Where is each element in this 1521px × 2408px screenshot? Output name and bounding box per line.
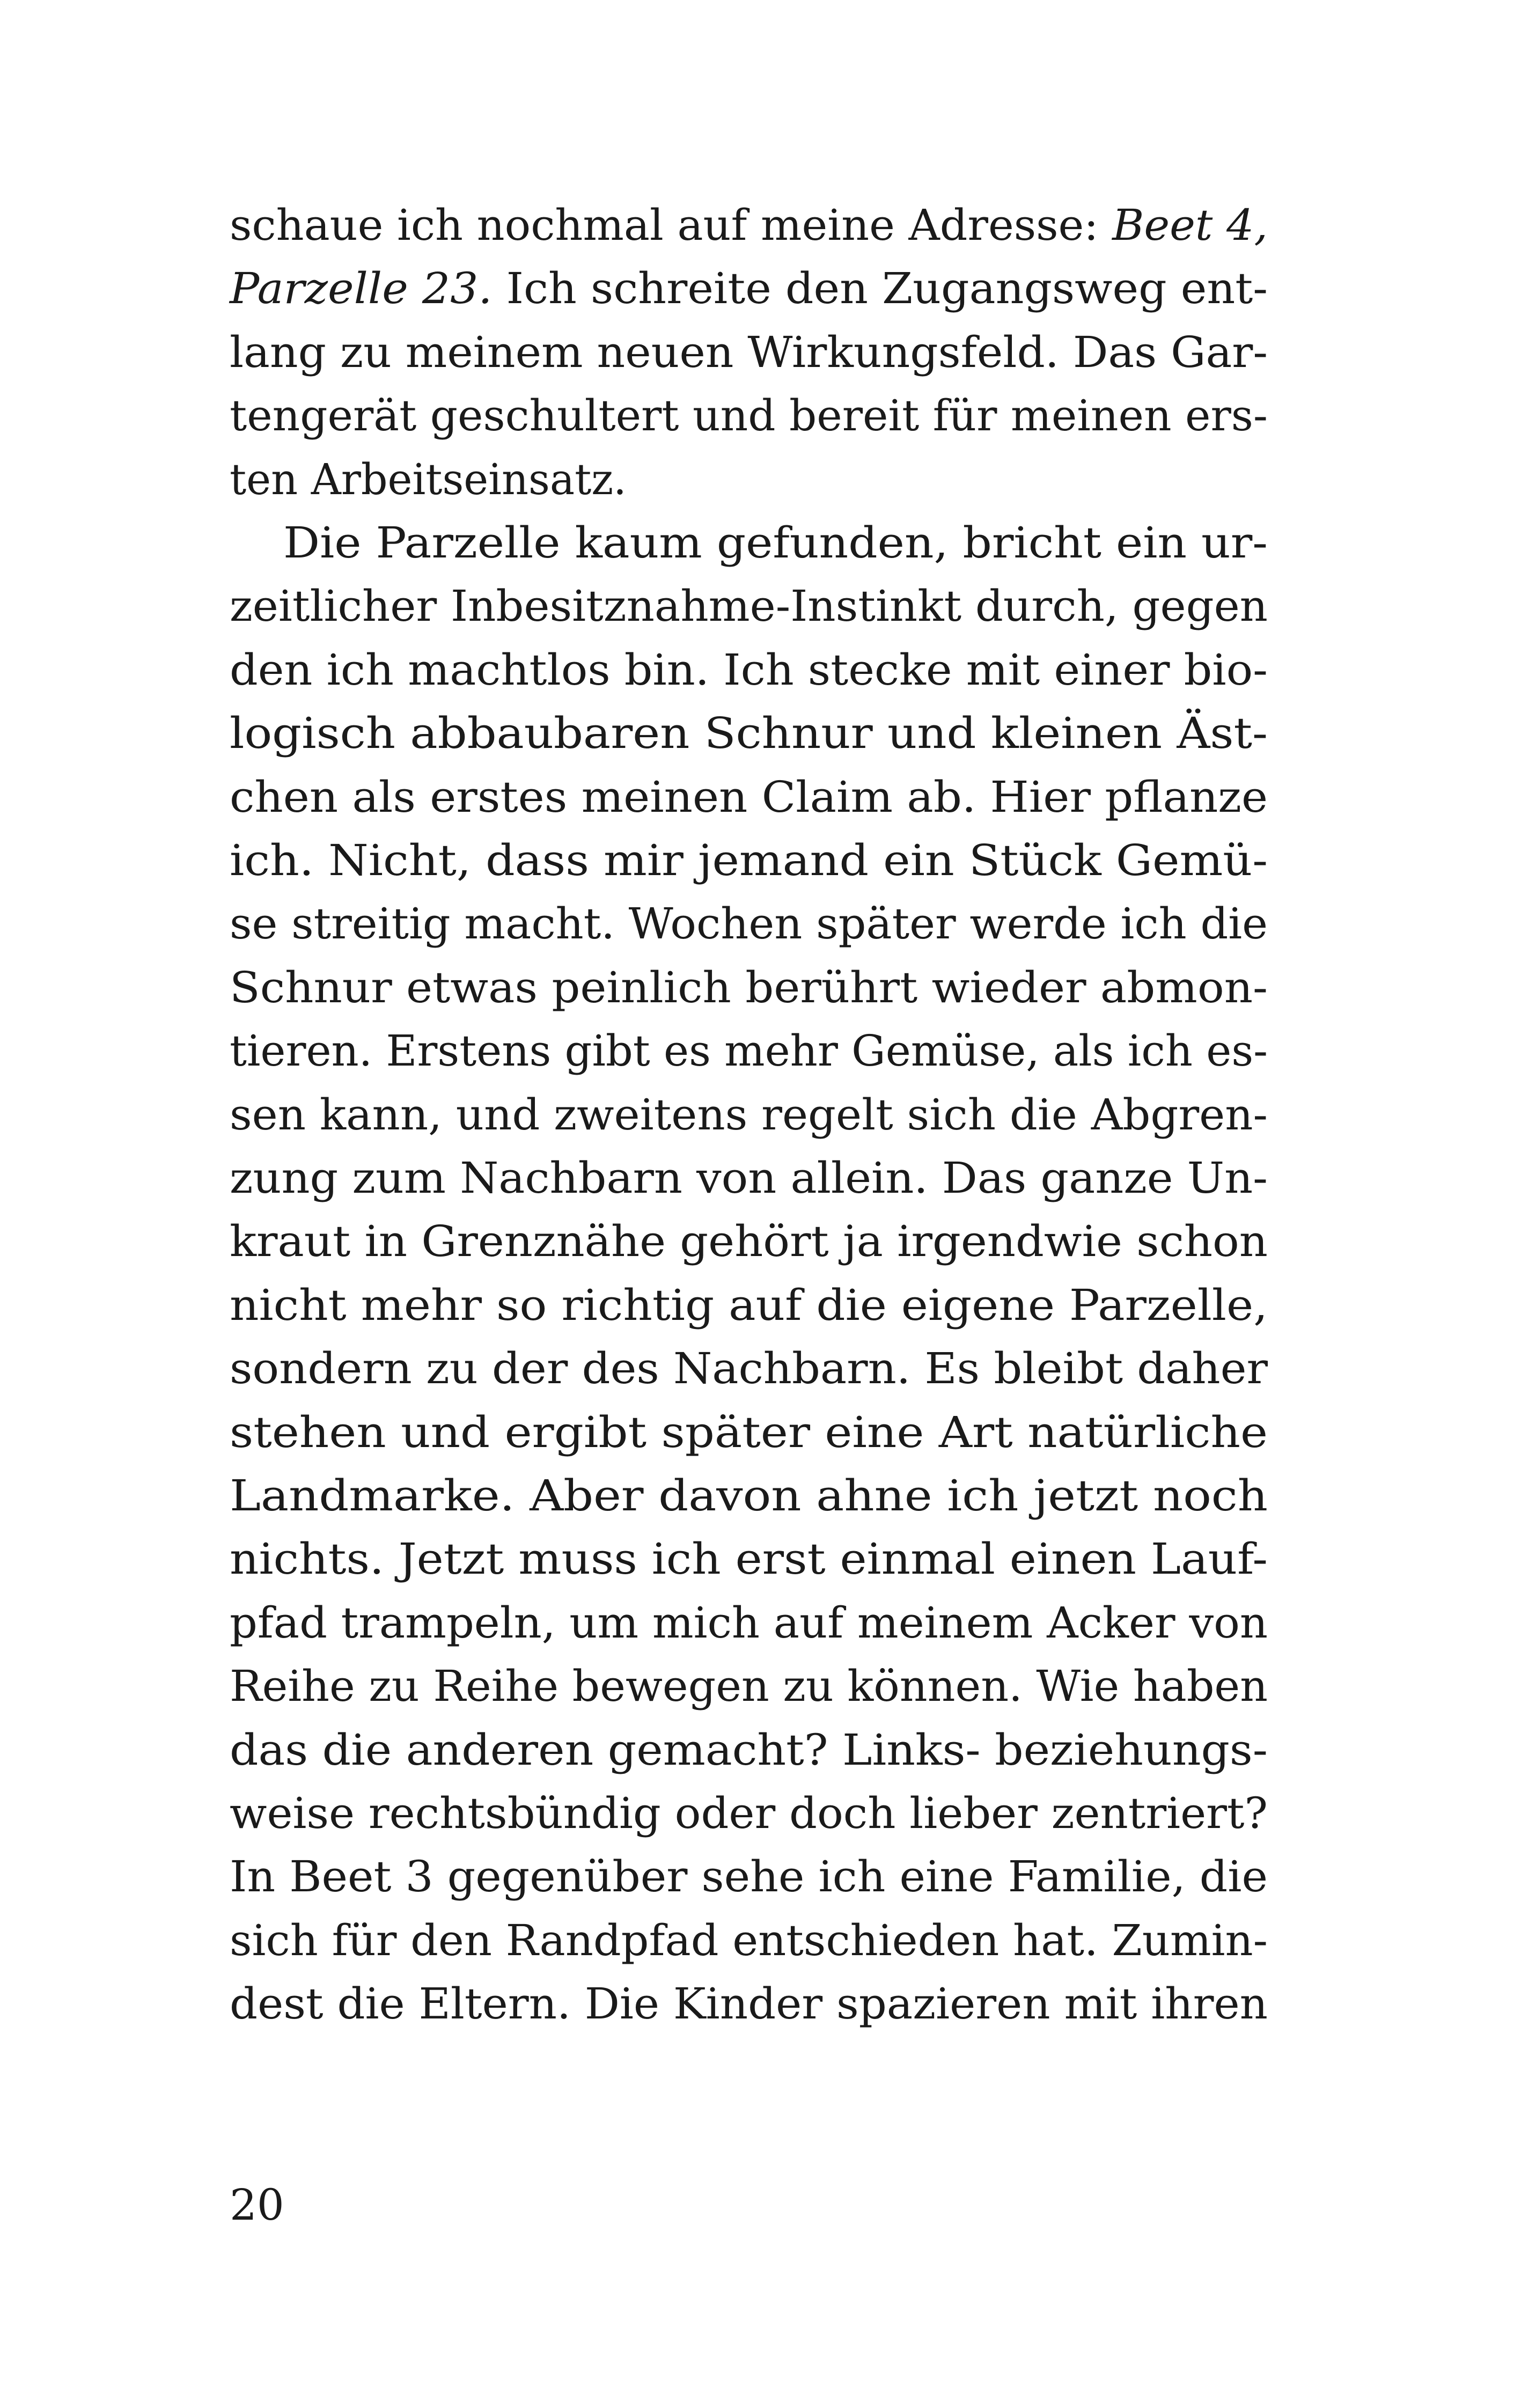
text-line	[230, 1471, 1268, 1521]
line-text: sich für den Randpfad entschieden hat. Zumin-	[230, 1915, 1268, 1965]
text-line	[230, 772, 1268, 822]
line-text: se streitig macht. Wochen später werde ich die	[230, 899, 1268, 949]
line-text: weise rechtsbündig oder doch lieber zentriert?	[230, 1788, 1268, 1838]
line-text: dest die Eltern. Die Kinder spazieren mit ihren	[230, 1979, 1268, 2029]
text-line	[230, 454, 627, 504]
line-text: Ich schreite den Zugangsweg ent-	[492, 263, 1268, 314]
line-text: ten Arbeitseinsatz.	[230, 454, 627, 504]
text-line	[230, 1153, 1268, 1203]
italic-address: Beet 4,	[1112, 200, 1268, 250]
line-text: Landmarke. Aber davon ahne ich jetzt noch	[230, 1471, 1268, 1521]
text-line	[230, 200, 1268, 250]
page-number: 20	[230, 2180, 284, 2230]
line-text: chen als erstes meinen Claim ab. Hier pflanze	[230, 772, 1268, 822]
text-line	[230, 644, 1268, 695]
text-line	[230, 1089, 1268, 1140]
italic-address: Parzelle 23.	[230, 263, 493, 314]
text-line	[230, 1597, 1268, 1648]
line-text: nichts. Jetzt muss ich erst einmal einen Lauf-	[230, 1534, 1268, 1584]
line-text: ich. Nicht, dass mir jemand ein Stück Gemü-	[230, 835, 1268, 885]
text-line	[283, 518, 1268, 568]
text-line	[230, 1724, 1268, 1775]
text-line	[230, 1344, 1268, 1394]
text-line	[230, 1534, 1268, 1584]
line-text: den ich machtlos bin. Ich stecke mit einer bio-	[230, 644, 1268, 695]
line-text: logisch abbaubaren Schnur und kleinen Äst-	[230, 708, 1268, 759]
text-line	[230, 1280, 1268, 1330]
text-line	[230, 1026, 1268, 1076]
line-text: Schnur etwas peinlich berührt wieder abmon-	[230, 962, 1268, 1012]
text-line	[230, 899, 1268, 949]
text-line	[230, 1852, 1268, 1902]
line-text: Die Parzelle kaum gefunden, bricht ein ur-	[283, 518, 1268, 568]
text-line	[230, 391, 1268, 441]
text-line	[230, 1788, 1268, 1838]
line-text: Reihe zu Reihe bewegen zu können. Wie haben	[230, 1661, 1268, 1712]
text-line	[230, 835, 1268, 885]
text-line	[230, 1216, 1268, 1267]
line-text: kraut in Grenznähe gehört ja irgendwie schon	[230, 1216, 1268, 1267]
line-text: zeitlicher Inbesitznahme-Instinkt durch, gegen	[230, 581, 1268, 632]
text-line	[230, 581, 1268, 632]
line-text: das die anderen gemacht? Links- beziehungs-	[230, 1724, 1268, 1775]
text-line	[230, 1661, 1268, 1712]
text-line	[230, 327, 1268, 377]
line-text: schaue ich nochmal auf meine Adresse:	[230, 200, 1113, 250]
line-text: pfad trampeln, um mich auf meinem Acker von	[230, 1597, 1268, 1648]
text-line	[230, 708, 1268, 759]
line-text: sen kann, und zweitens regelt sich die Abgren-	[230, 1089, 1268, 1140]
line-text: nicht mehr so richtig auf die eigene Parzelle,	[230, 1280, 1268, 1330]
line-text: lang zu meinem neuen Wirkungsfeld. Das Gar-	[230, 327, 1268, 377]
line-text: tengerät geschultert und bereit für meinen ers-	[230, 391, 1268, 441]
line-text: In Beet 3 gegenüber sehe ich eine Familie, die	[230, 1852, 1268, 1902]
line-text: sondern zu der des Nachbarn. Es bleibt daher	[230, 1344, 1268, 1394]
text-line	[230, 263, 1268, 314]
line-text: tieren. Erstens gibt es mehr Gemüse, als ich es-	[230, 1026, 1268, 1076]
text-line	[230, 1979, 1268, 2029]
text-line	[230, 1915, 1268, 1965]
text-line	[230, 1407, 1268, 1457]
line-text: stehen und ergibt später eine Art natürliche	[230, 1407, 1268, 1457]
line-text: zung zum Nachbarn von allein. Das ganze Un-	[230, 1153, 1268, 1203]
text-line	[230, 962, 1268, 1012]
